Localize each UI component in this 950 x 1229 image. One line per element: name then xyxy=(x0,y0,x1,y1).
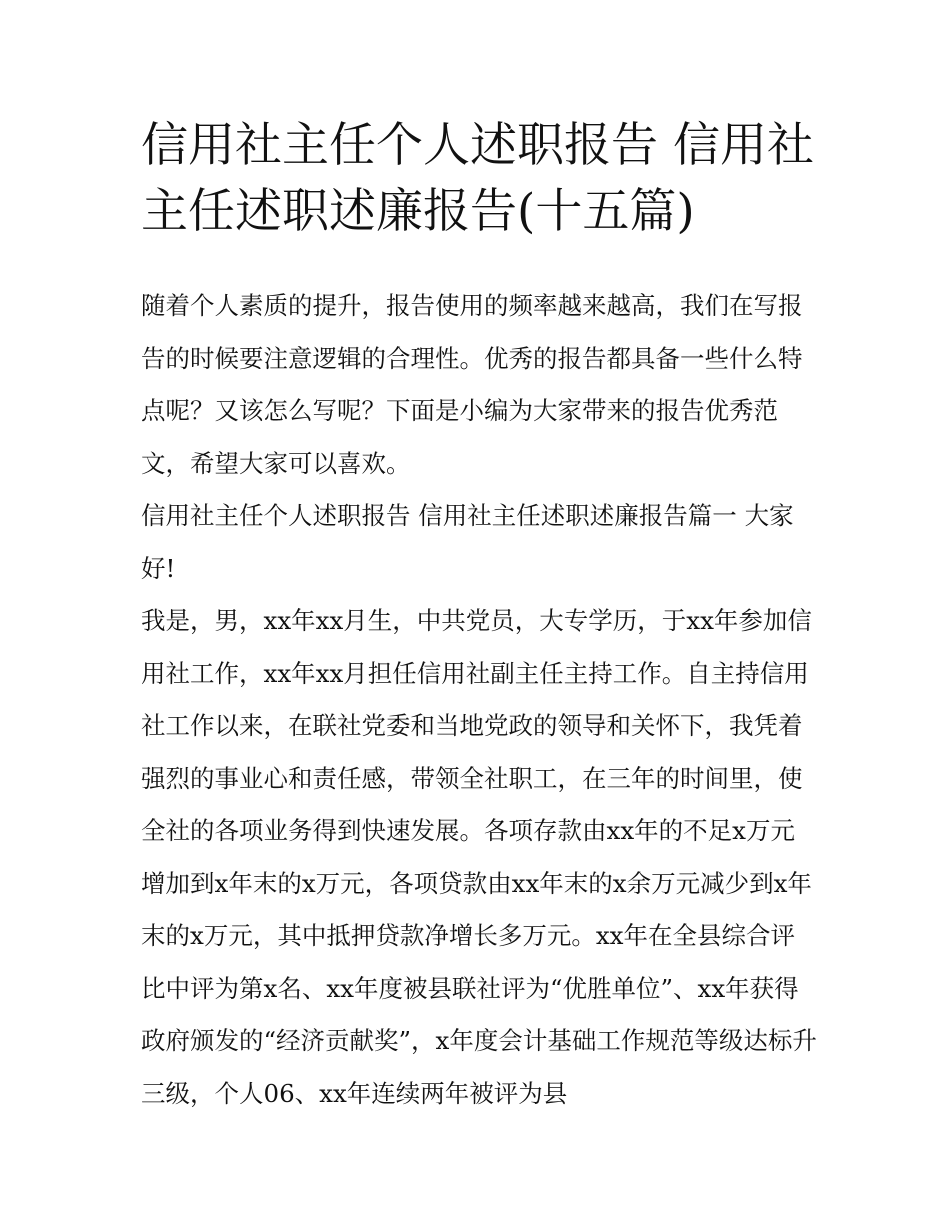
intro-paragraph: 随着个人素质的提升，报告使用的频率越来越高，我们在写报告的时候要注意逻辑的合理性。优秀的报告都具备一些什么特点呢？又该怎么写呢？下面是小编为大家带来的报告优秀范文，希望大家可以喜欢。 xyxy=(141,291,803,478)
document-title: 信用社主任个人述职报告 信用社主任述职述廉报告(十五篇) xyxy=(141,118,814,239)
body-paragraph: 我是，男，xx年xx月生，中共党员，大专学历，于xx年参加信用社工作，xx年xx月担任信用社副主任主持工作。自主持信用社工作以来，在联社党委和当地党政的领导和关怀下，我凭着强烈的事业心和责任感，带领全社职工，在三年的时间里，使全社的各项业务得到快速发展。各项存款由xx年的不足x万元增加到x年末的x万元，各项贷款由xx年末的x余万元减少到x年末的x万元，其中抵押贷款净增长多万元。xx年在全县综合评比中评为第x名、xx年度被县联社评为“优胜单位”、xx年获得政府颁发的“经济贡献奖”，x年度会计基础工作规范等级达标升三级，个人06、xx年连续两年被评为县 xyxy=(141,606,817,1108)
section-heading-paragraph: 信用社主任个人述职报告 信用社主任述职述廉报告篇一 大家好! xyxy=(141,501,794,583)
document-body xyxy=(141,280,817,1120)
